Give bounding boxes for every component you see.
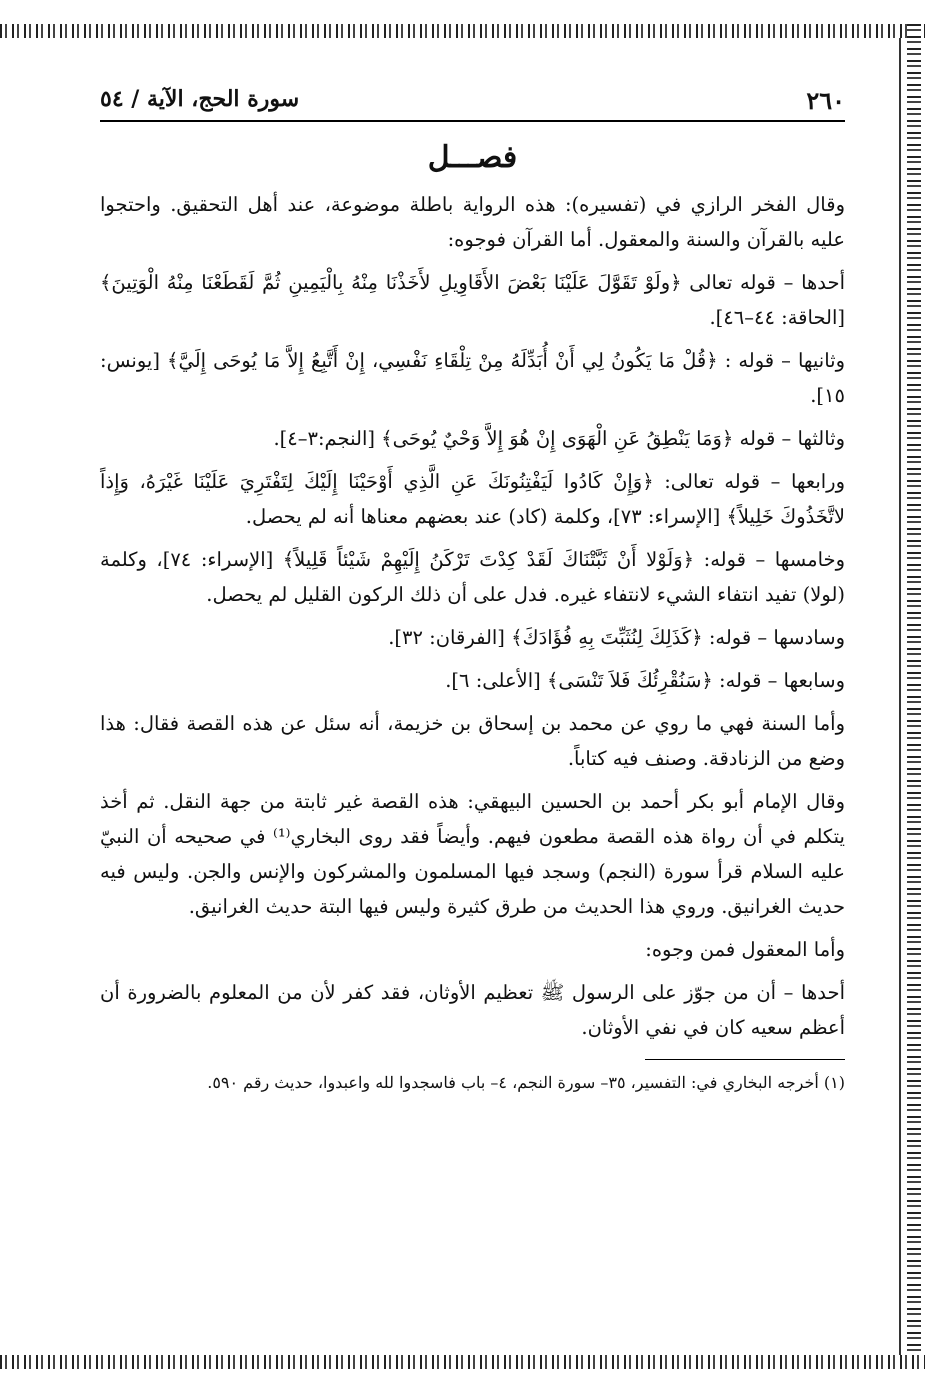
section-heading: فصـــل: [427, 140, 518, 175]
running-title: سورة الحج، الآية / ٥٤: [100, 86, 300, 112]
inner-rule-right: [899, 38, 901, 1355]
paragraph: وأما السنة فهي ما روي عن محمد بن إسحاق بن خزيمة، أنه سئل عن هذه القصة فقال: هذا وضع من الزنادقة. وصنف فيه كتاباً.: [100, 712, 845, 770]
paragraph: وقال الإمام أبو بكر أحمد بن الحسين البيهقي: هذه القصة غير ثابتة من جهة النقل. ثم أخذ يتكلم في أن رواة هذه القصة مطعون فيهم. وأيضاً فقد روى البخاري⁽¹⁾ في صحيحه أن النبيّ عليه السلام قرأ سورة (النجم) وسجد فيها المسلمون والمشركون والإنس والجن. وليس فيه حديث الغرانيق. وروي هذا الحديث من طرق كثيرة وليس فيها البتة حديث الغرانيق.: [100, 790, 845, 918]
footnote-divider: [645, 1059, 845, 1060]
decorative-border-top: [0, 24, 925, 38]
paragraph: أحدها – قوله تعالى ﴿ولَوْ تَقَوَّلَ عَلَيْنَا بَعْضَ الأَقَاوِيلِ لأَخَذْنَا مِنْهُ بِالْيَمِينِ ثُمَّ لَقَطَعْنَا مِنْهُ الْوَتِينَ﴾ [الحاقة: ٤٤–٤٦].: [100, 271, 845, 329]
paragraph: ورابعها – قوله تعالى: ﴿وَإِنْ كَادُوا لَيَفْتِنُونَكَ عَنِ الَّذِي أَوْحَيْنَا إِلَيْكَ لِتَفْتَرِيَ عَلَيْنَا غَيْرَهُ، وَإِذاً لاتَّخَذُوكَ خَلِيلاً﴾ [الإسراء: ٧٣]، وكلمة (كاد) عند بعضهم معناها أنه لم يحصل.: [100, 470, 845, 528]
paragraph: وسادسها – قوله: ﴿كَذَلِكَ لِنُثَبِّتَ بِهِ فُؤَادَكَ﴾ [الفرقان: ٣٢].: [388, 626, 845, 649]
paragraph: وثانيها – قوله : ﴿قُلْ مَا يَكُونُ لِي أَنْ أُبَدِّلَهُ مِنْ تِلْقَاءِ نَفْسِي، إِنْ أَتَّبِعُ إِلاَّ مَا يُوحَى إِلَيَّ﴾ [يونس: ١٥].: [100, 349, 845, 407]
decorative-border-right: [907, 24, 921, 1369]
decorative-border-bottom: [0, 1355, 925, 1369]
paragraph: وأما المعقول فمن وجوه:: [645, 938, 845, 961]
paragraph: وخامسها – قوله: ﴿وَلَوْلا أَنْ ثَبَّتْنَاكَ لَقَدْ كِدْتَ تَرْكَنُ إِلَيْهِمْ شَيْئاً قَلِيلاً﴾ [الإسراء: ٧٤]، وكلمة (لولا) تفيد انتفاء الشيء لانتفاء غيره. فدل على أن ذلك الركون القليل لم يحصل.: [100, 548, 845, 606]
page-body: [100, 80, 845, 1096]
page-number: ٢٦٠: [806, 86, 845, 115]
footnote: (١) أخرجه البخاري في: التفسير، ٣٥– سورة النجم، ٤– باب فاسجدوا لله واعبدوا، حديث رقم ٥٩٠.: [207, 1073, 845, 1092]
paragraph: وسابعها – قوله: ﴿سَنُقْرِئُكَ فَلاَ تَنْسَى﴾ [الأعلى: ٦].: [445, 669, 845, 692]
paragraph: وقال الفخر الرازي في (تفسيره): هذه الرواية باطلة موضوعة، عند أهل التحقيق. واحتجوا عليه بالقرآن والسنة والمعقول. أما القرآن فوجوه:: [100, 193, 845, 251]
page-header: [100, 80, 845, 122]
paragraph: أحدها – أن من جوّز على الرسول ﷺ تعظيم الأوثان، فقد كفر لأن من المعلوم بالضرورة أن أعظم سعيه كان في نفي الأوثان.: [100, 981, 845, 1039]
paragraph: وثالثها – قوله ﴿وَمَا يَنْطِقُ عَنِ الْهَوَى إِنْ هُوَ إِلاَّ وَحْيٌ يُوحَى﴾ [النجم:٣–٤].: [273, 427, 845, 450]
